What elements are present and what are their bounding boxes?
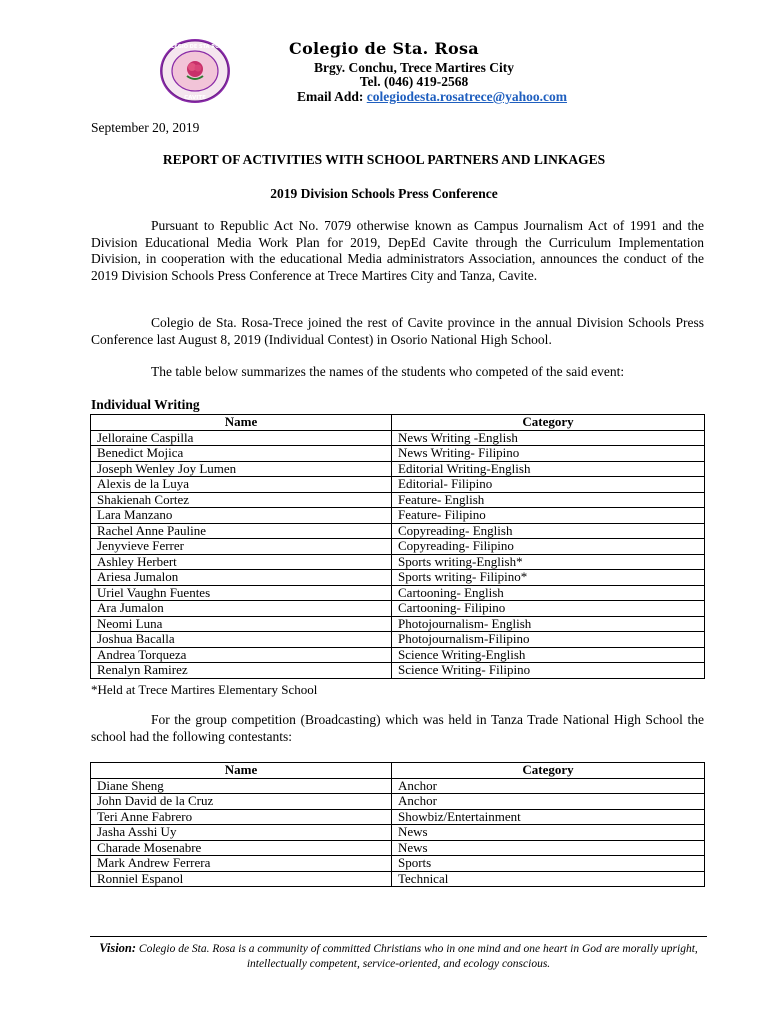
student-name: Jenyvieve Ferrer	[91, 539, 392, 555]
student-category: Editorial- Filipino	[392, 477, 705, 493]
contestant-category: Sports	[392, 856, 705, 872]
table-row	[91, 840, 705, 856]
school-telephone: Tel. (046) 419-2568	[359, 74, 469, 89]
paragraph-participation: Colegio de Sta. Rosa-Trece joined the rest of Cavite province in the annual Division Schools Press Conference last August 8, 2019 (Individual Contest) in Osorio National High School.	[91, 315, 704, 347]
table-row	[91, 585, 705, 601]
student-name: Shakienah Cortez	[91, 492, 392, 508]
individual-writing-label: Individual Writing	[91, 397, 200, 412]
student-name: Andrea Torqueza	[91, 647, 392, 663]
student-category: News Writing -English	[392, 430, 705, 446]
table-row	[91, 616, 705, 632]
contestant-name: Diane Sheng	[91, 778, 392, 794]
student-category: Copyreading- English	[392, 523, 705, 539]
school-name: Colegio de Sta. Rosa	[289, 39, 479, 58]
student-category: News Writing- Filipino	[392, 446, 705, 462]
student-category: Science Writing-English	[392, 647, 705, 663]
student-category: Feature- English	[392, 492, 705, 508]
contestant-category: Technical	[392, 871, 705, 887]
student-name: Benedict Mojica	[91, 446, 392, 462]
table-row	[91, 492, 705, 508]
student-category: Sports writing-English*	[392, 554, 705, 570]
report-subtitle: 2019 Division Schools Press Conference	[270, 186, 498, 201]
table-header-row	[91, 415, 705, 431]
contestant-name: Jasha Asshi Uy	[91, 825, 392, 841]
vision-statement	[90, 941, 707, 972]
paragraph-group-competition: For the group competition (Broadcasting) which was held in Tanza Trade National High School the school had the following contestants:	[91, 712, 704, 744]
student-name: Uriel Vaughn Fuentes	[91, 585, 392, 601]
table-row	[91, 825, 705, 841]
table-row	[91, 871, 705, 887]
student-name: Ashley Herbert	[91, 554, 392, 570]
table-row	[91, 477, 705, 493]
student-category: Photojournalism- English	[392, 616, 705, 632]
student-name: Lara Manzano	[91, 508, 392, 524]
letter-date: September 20, 2019	[91, 120, 200, 135]
student-category: Editorial Writing-English	[392, 461, 705, 477]
table-row	[91, 570, 705, 586]
contestant-name: John David de la Cruz	[91, 794, 392, 810]
student-category: Photojournalism-Filipino	[392, 632, 705, 648]
student-category: Science Writing- Filipino	[392, 663, 705, 679]
table-row	[91, 663, 705, 679]
contestant-category: Anchor	[392, 778, 705, 794]
table-row	[91, 508, 705, 524]
student-name: Joshua Bacalla	[91, 632, 392, 648]
email-label: Email Add:	[296, 89, 364, 104]
table-row	[91, 778, 705, 794]
student-category: Sports writing- Filipino*	[392, 570, 705, 586]
table-row	[91, 647, 705, 663]
contestant-name: Ronniel Espanol	[91, 871, 392, 887]
contestant-category: News	[392, 840, 705, 856]
group-rows	[91, 778, 705, 887]
contestant-category: News	[392, 825, 705, 841]
contestant-name: Mark Andrew Ferrera	[91, 856, 392, 872]
student-name: Jelloraine Caspilla	[91, 430, 392, 446]
table-row	[91, 523, 705, 539]
group-broadcasting-table	[90, 762, 705, 887]
table-row	[91, 430, 705, 446]
table-row	[91, 446, 705, 462]
student-name: Neomi Luna	[91, 616, 392, 632]
vision-text: Colegio de Sta. Rosa is a community of committed Christians who in one mind and one heart in God are morally upright, intellectually competent, service-oriented, and ecology conscious.	[138, 943, 698, 970]
individual-rows	[91, 430, 705, 678]
contestant-category: Anchor	[392, 794, 705, 810]
vision-label: Vision:	[99, 941, 137, 955]
table-header-row	[91, 763, 705, 779]
column-header-category: Category	[392, 415, 705, 431]
contestant-name: Charade Mosenabre	[91, 840, 392, 856]
paragraph-table-intro: The table below summarizes the names of the students who competed of the said event:	[151, 364, 625, 379]
student-name: Joseph Wenley Joy Lumen	[91, 461, 392, 477]
table-footnote: *Held at Trece Martires Elementary School	[91, 682, 318, 697]
student-category: Cartooning- Filipino	[392, 601, 705, 617]
email-link[interactable]: colegiodesta.rosatrece@yahoo.com	[366, 89, 568, 104]
svg-text:CAVITE: CAVITE	[184, 95, 206, 101]
column-header-name: Name	[91, 415, 392, 431]
table-row	[91, 554, 705, 570]
table-row	[91, 856, 705, 872]
student-category: Cartooning- English	[392, 585, 705, 601]
school-email-line	[48, 89, 768, 105]
student-name: Rachel Anne Pauline	[91, 523, 392, 539]
student-category: Feature- Filipino	[392, 508, 705, 524]
paragraph-intro: Pursuant to Republic Act No. 7079 otherwise known as Campus Journalism Act of 1991 and the Division Educational Media Work Plan for 2019, DepEd Cavite through the Curriculum Implementation Division, in cooperation with the educational Media administrators Association, announces the conduct of the 2019 Division Schools Press Conference at Trece Martires City and Tanza, Cavite.	[91, 218, 704, 283]
column-header-name: Name	[91, 763, 392, 779]
student-category: Copyreading- Filipino	[392, 539, 705, 555]
report-title: REPORT OF ACTIVITIES WITH SCHOOL PARTNERS AND LINKAGES	[162, 152, 606, 167]
letterhead	[0, 0, 768, 115]
column-header-category: Category	[392, 763, 705, 779]
svg-text:COLEGIO DE STA ROSA: COLEGIO DE STA ROSA	[163, 44, 227, 50]
table-row	[91, 601, 705, 617]
student-name: Alexis de la Luya	[91, 477, 392, 493]
table-row	[91, 539, 705, 555]
table-row	[91, 461, 705, 477]
footer-divider	[90, 936, 707, 937]
table-row	[91, 632, 705, 648]
student-name: Renalyn Ramirez	[91, 663, 392, 679]
contestant-category: Showbiz/Entertainment	[392, 809, 705, 825]
student-name: Ariesa Jumalon	[91, 570, 392, 586]
individual-writing-table	[90, 414, 705, 679]
student-name: Ara Jumalon	[91, 601, 392, 617]
table-row	[91, 794, 705, 810]
contestant-name: Teri Anne Fabrero	[91, 809, 392, 825]
table-row	[91, 809, 705, 825]
school-address: Brgy. Conchu, Trece Martires City	[314, 60, 514, 75]
